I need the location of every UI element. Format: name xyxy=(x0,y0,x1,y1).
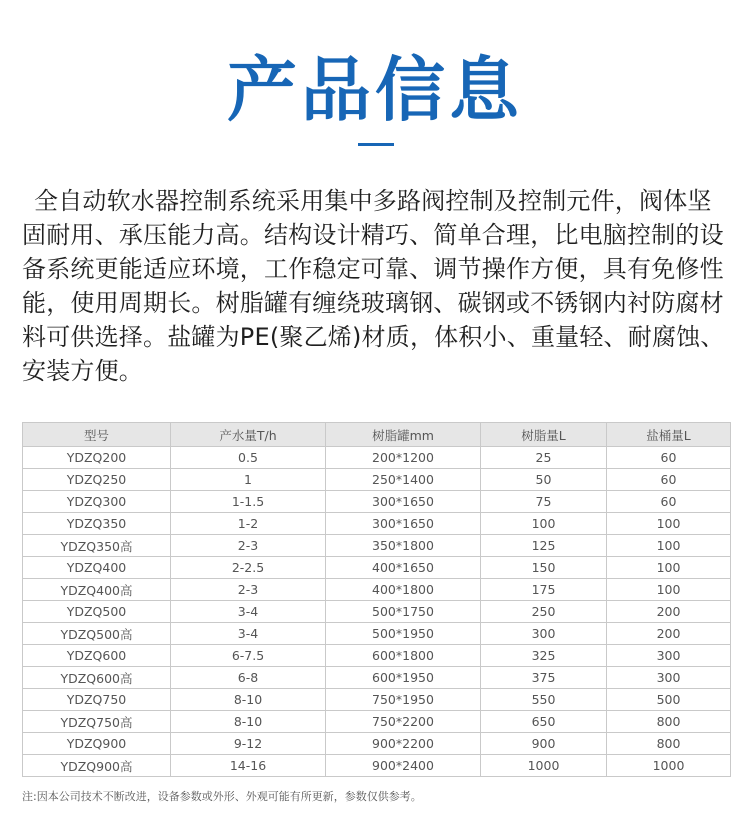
cell-model: YDZQ750 xyxy=(23,689,171,711)
cell-model: YDZQ900高 xyxy=(23,755,171,777)
cell-model: YDZQ250 xyxy=(23,469,171,491)
table-row xyxy=(23,469,731,491)
header-resin-volume: 树脂量L xyxy=(481,423,607,447)
cell-water-output: 0.5 xyxy=(171,447,326,469)
cell-water-output: 3-4 xyxy=(171,623,326,645)
spec-table xyxy=(22,422,731,777)
table-row xyxy=(23,645,731,667)
cell-model: YDZQ500 xyxy=(23,601,171,623)
cell-resin-volume: 250 xyxy=(481,601,607,623)
page-title: 产品信息 xyxy=(227,49,523,131)
cell-water-output: 1 xyxy=(171,469,326,491)
table-row xyxy=(23,579,731,601)
title-underline xyxy=(358,143,394,146)
cell-resin-tank: 900*2200 xyxy=(326,733,481,755)
cell-resin-volume: 375 xyxy=(481,667,607,689)
cell-resin-volume: 50 xyxy=(481,469,607,491)
header-salt-tank: 盐桶量L xyxy=(607,423,731,447)
cell-resin-volume: 1000 xyxy=(481,755,607,777)
cell-salt-tank: 60 xyxy=(607,447,731,469)
cell-salt-tank: 800 xyxy=(607,733,731,755)
table-row xyxy=(23,711,731,733)
cell-model: YDZQ900 xyxy=(23,733,171,755)
table-row xyxy=(23,447,731,469)
cell-resin-tank: 750*2200 xyxy=(326,711,481,733)
cell-resin-tank: 250*1400 xyxy=(326,469,481,491)
cell-resin-volume: 300 xyxy=(481,623,607,645)
cell-salt-tank: 200 xyxy=(607,601,731,623)
cell-resin-tank: 300*1650 xyxy=(326,513,481,535)
cell-water-output: 6-7.5 xyxy=(171,645,326,667)
cell-resin-volume: 75 xyxy=(481,491,607,513)
cell-salt-tank: 60 xyxy=(607,491,731,513)
cell-salt-tank: 500 xyxy=(607,689,731,711)
cell-resin-tank: 400*1650 xyxy=(326,557,481,579)
table-row xyxy=(23,535,731,557)
cell-model: YDZQ300 xyxy=(23,491,171,513)
cell-resin-volume: 175 xyxy=(481,579,607,601)
cell-water-output: 1-1.5 xyxy=(171,491,326,513)
product-description: 全自动软水器控制系统采用集中多路阀控制及控制元件，阀体坚固耐用、承压能力高。结构设计精巧、简单合理，比电脑控制的设备系统更能适应环境，工作稳定可靠、调节操作方便，具有免修性能，使用周期长。树脂罐有缠绕玻璃钢、碳钢或不锈钢内衬防腐材料可供选择。盐罐为PE(聚乙烯)材质，体积小、重量轻、耐腐蚀、安装方便。 xyxy=(22,187,725,385)
cell-salt-tank: 100 xyxy=(607,579,731,601)
cell-resin-tank: 300*1650 xyxy=(326,491,481,513)
table-row xyxy=(23,667,731,689)
table-row xyxy=(23,601,731,623)
cell-model: YDZQ600 xyxy=(23,645,171,667)
cell-model: YDZQ500高 xyxy=(23,623,171,645)
cell-salt-tank: 60 xyxy=(607,469,731,491)
cell-salt-tank: 100 xyxy=(607,513,731,535)
cell-resin-tank: 400*1800 xyxy=(326,579,481,601)
cell-salt-tank: 1000 xyxy=(607,755,731,777)
cell-resin-volume: 325 xyxy=(481,645,607,667)
header-resin-tank: 树脂罐mm xyxy=(326,423,481,447)
cell-water-output: 2-3 xyxy=(171,535,326,557)
cell-resin-tank: 500*1950 xyxy=(326,623,481,645)
cell-water-output: 2-2.5 xyxy=(171,557,326,579)
cell-resin-volume: 25 xyxy=(481,447,607,469)
table-row xyxy=(23,733,731,755)
cell-resin-volume: 900 xyxy=(481,733,607,755)
cell-resin-tank: 500*1750 xyxy=(326,601,481,623)
disclaimer-note: 注:因本公司技术不断改进，设备参数或外形、外观可能有所更新，参数仅供参考。 xyxy=(22,790,422,803)
cell-salt-tank: 200 xyxy=(607,623,731,645)
cell-resin-tank: 600*1950 xyxy=(326,667,481,689)
cell-resin-tank: 200*1200 xyxy=(326,447,481,469)
cell-resin-volume: 650 xyxy=(481,711,607,733)
table-header-row xyxy=(23,423,731,447)
cell-salt-tank: 800 xyxy=(607,711,731,733)
cell-water-output: 2-3 xyxy=(171,579,326,601)
cell-resin-volume: 125 xyxy=(481,535,607,557)
cell-resin-volume: 100 xyxy=(481,513,607,535)
header-water-output: 产水量T/h xyxy=(171,423,326,447)
cell-salt-tank: 100 xyxy=(607,557,731,579)
cell-water-output: 14-16 xyxy=(171,755,326,777)
cell-model: YDZQ600高 xyxy=(23,667,171,689)
cell-water-output: 8-10 xyxy=(171,711,326,733)
table-row xyxy=(23,513,731,535)
cell-model: YDZQ350 xyxy=(23,513,171,535)
cell-resin-tank: 900*2400 xyxy=(326,755,481,777)
cell-resin-tank: 600*1800 xyxy=(326,645,481,667)
cell-water-output: 1-2 xyxy=(171,513,326,535)
cell-resin-volume: 550 xyxy=(481,689,607,711)
table-row xyxy=(23,755,731,777)
cell-water-output: 6-8 xyxy=(171,667,326,689)
cell-water-output: 8-10 xyxy=(171,689,326,711)
cell-water-output: 9-12 xyxy=(171,733,326,755)
cell-model: YDZQ400高 xyxy=(23,579,171,601)
table-row xyxy=(23,623,731,645)
cell-model: YDZQ750高 xyxy=(23,711,171,733)
table-row xyxy=(23,557,731,579)
cell-water-output: 3-4 xyxy=(171,601,326,623)
table-row xyxy=(23,491,731,513)
cell-model: YDZQ200 xyxy=(23,447,171,469)
cell-resin-tank: 350*1800 xyxy=(326,535,481,557)
cell-model: YDZQ350高 xyxy=(23,535,171,557)
cell-salt-tank: 100 xyxy=(607,535,731,557)
header-model: 型号 xyxy=(23,423,171,447)
table-row xyxy=(23,689,731,711)
cell-salt-tank: 300 xyxy=(607,645,731,667)
cell-resin-tank: 750*1950 xyxy=(326,689,481,711)
cell-model: YDZQ400 xyxy=(23,557,171,579)
cell-salt-tank: 300 xyxy=(607,667,731,689)
cell-resin-volume: 150 xyxy=(481,557,607,579)
